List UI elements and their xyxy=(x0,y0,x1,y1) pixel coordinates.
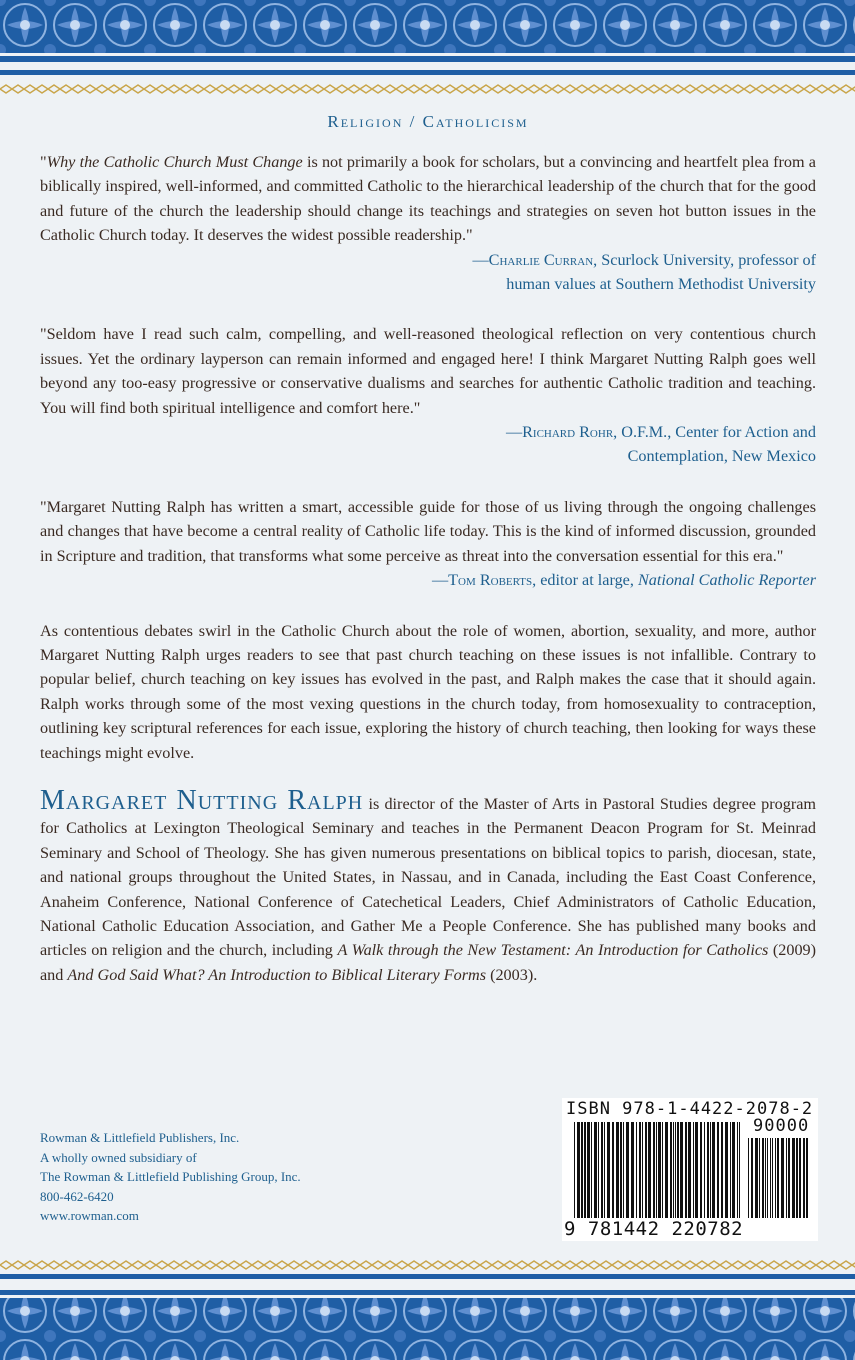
publisher-info xyxy=(40,1128,301,1226)
barcode-bar xyxy=(803,1138,805,1218)
top-gold-border xyxy=(0,84,855,94)
barcode-bar xyxy=(631,1122,634,1218)
bottom-gold-border xyxy=(0,1260,855,1270)
isbn-barcode xyxy=(562,1098,818,1241)
barcode-bar xyxy=(645,1122,647,1218)
barcode-bar xyxy=(612,1122,614,1218)
publisher-website: www.rowman.com xyxy=(40,1208,139,1223)
barcode-bar xyxy=(748,1138,749,1218)
category-label: Religion / Catholicism xyxy=(327,112,529,131)
barcode-bar xyxy=(700,1122,702,1218)
barcode-bar xyxy=(737,1122,738,1218)
quote-attribution: —Richard Rohr, O.F.M., Center for Action and Contemplation, New Mexico xyxy=(505,423,816,466)
barcode-bar xyxy=(777,1138,779,1218)
barcode-bar xyxy=(577,1122,580,1218)
barcode-bar xyxy=(710,1122,711,1218)
barcode-bar xyxy=(712,1122,715,1218)
author-bio: Margaret Nutting Ralph is director of the Master of Arts in Pastoral Studies degree program for Catholics at Lexington Theological Seminary and teaches in the Permanent Deacon Program for St. Meinrad Seminary and School of Theology. She has given numerous presentations on biblical topics to parish, diocesan, state, and national groups throughout the United States, in Nassau, and in Canada, including the East Coast Conference, Anaheim Conference, National Conference of Catechetical Leaders, Chief Administrators of Catholic Education, National Catholic Education Association, and Gather Me a People Conference. She has published many books and articles on religion and the church, including A Walk through the New Testament: An Introduction for Catholics (2009) and And God Said What? An Introduction to Biblical Literary Forms (2003). xyxy=(40,784,817,984)
barcode-bar xyxy=(658,1122,661,1218)
barcode-bar xyxy=(581,1122,583,1218)
book-title: Why the Catholic Church Must Change xyxy=(46,153,303,171)
barcode-bar xyxy=(770,1138,771,1218)
barcode-bar xyxy=(772,1138,773,1218)
barcode-bar xyxy=(717,1122,719,1218)
barcode-bar xyxy=(730,1122,731,1218)
barcode-bar xyxy=(636,1122,637,1218)
barcode-bar xyxy=(685,1122,687,1218)
isbn-label: ISBN 978-1-4422-2078-2 xyxy=(566,1099,814,1119)
barcode-bar xyxy=(765,1138,766,1218)
barcode-bar xyxy=(767,1138,768,1218)
barcode-bar xyxy=(786,1138,787,1218)
book-description: As contentious debates swirl in the Catholic Church about the role of women, abortion, sexuality, and more, author Margaret Nutting Ralph urges readers to see that past church teaching on these issues is not infallible. Contrary to popular belief, church teaching on key issues has evolved in the past, and Ralph makes the case that it should again. Ralph works through some of the most vexing questions in the church today, from homosexuality to contraception, outlining key scriptural references for each issue, exploring the history of church teaching, then looking for ways these teachings might evolve. xyxy=(40,621,816,762)
barcode-bar xyxy=(788,1138,790,1218)
top-decorative-band xyxy=(0,0,855,70)
barcode-bar xyxy=(799,1138,801,1218)
quote-attribution: —Tom Roberts, editor at large, National Catholic Reporter xyxy=(431,571,816,590)
publisher-group: The Rowman & Littlefield Publishing Group, Inc. xyxy=(40,1169,301,1184)
barcode-bar xyxy=(762,1138,764,1218)
barcode-bar xyxy=(675,1122,676,1218)
barcode-bar xyxy=(704,1122,705,1218)
author-name: Margaret Nutting Ralph xyxy=(40,784,364,816)
barcode-bar xyxy=(665,1122,668,1218)
bottom-decorative-band xyxy=(0,1286,855,1360)
barcode-bar xyxy=(680,1122,683,1218)
barcode-bar xyxy=(639,1122,641,1218)
barcode-bar xyxy=(695,1122,698,1218)
publisher-name: Rowman & Littlefield Publishers, Inc. xyxy=(40,1130,240,1145)
bottom-blue-rule xyxy=(0,1274,855,1279)
quote-text: "Why the Catholic Church Must Change is not primarily a book for scholars, but a convincing and heartfelt plea from a biblically inspired, well-informed, and committed Catholic to the hierarchical leadership of the church that for the good and future of the church the leadership should change its teachings and strategies on seven hot button issues in the Catholic Church today. It deserves the widest possible readership." xyxy=(40,153,816,245)
barcode-bar xyxy=(607,1122,610,1218)
barcode-bar xyxy=(662,1122,663,1218)
top-blue-rule xyxy=(0,70,855,75)
endorsement-quote-3 xyxy=(40,495,816,593)
barcode-bar xyxy=(796,1138,798,1218)
barcode-bar xyxy=(781,1138,784,1218)
ean-number: 9 781442 220782 xyxy=(564,1218,744,1240)
barcode-bar xyxy=(616,1122,619,1218)
barcode-bar xyxy=(656,1122,657,1218)
publisher-subsidiary: A wholly owned subsidiary of xyxy=(40,1149,197,1165)
barcode-bar xyxy=(755,1138,758,1218)
price-code: 90000 xyxy=(753,1116,810,1136)
barcode-bar xyxy=(677,1122,679,1218)
barcode-bar xyxy=(688,1122,691,1218)
barcode-bar xyxy=(792,1138,795,1218)
barcode-bar xyxy=(584,1122,586,1218)
barcode-bar xyxy=(721,1122,723,1218)
barcode-bar xyxy=(739,1122,740,1218)
barcode-bar xyxy=(775,1138,776,1218)
barcode-bar xyxy=(670,1122,672,1218)
barcode-bar xyxy=(574,1122,575,1218)
barcode-bar xyxy=(759,1138,760,1218)
barcode-bar xyxy=(732,1122,735,1218)
barcode-bar xyxy=(623,1122,624,1218)
barcode-bar xyxy=(591,1122,592,1218)
quote-attribution: —Charlie Curran, Scurlock University, professor of human values at Southern Methodist University xyxy=(472,250,816,294)
barcode-bar xyxy=(604,1122,605,1218)
barcode-bar xyxy=(751,1138,753,1218)
publisher-phone: 800-462-6420 xyxy=(40,1188,114,1204)
barcode-bar xyxy=(648,1122,651,1218)
barcode-bar xyxy=(653,1122,655,1218)
endorsement-quote-2 xyxy=(40,322,816,468)
barcode-bar xyxy=(642,1122,643,1218)
barcode-bar xyxy=(594,1122,597,1218)
barcode-bar xyxy=(620,1122,622,1218)
barcode-bars xyxy=(574,1122,740,1218)
barcode-bar xyxy=(587,1122,590,1218)
barcode-bar xyxy=(707,1122,709,1218)
barcode-bar xyxy=(673,1122,674,1218)
price-barcode-bars xyxy=(748,1138,810,1218)
quote-text: "Margaret Nutting Ralph has written a smart, accessible guide for those of us living through the ongoing challenges and changes that have become a central reality of Catholic life today. This is the kind of informed discussion, grounded in Scripture and tradition, that transforms what some perceive as threat into the conversation essential for this era." xyxy=(40,497,816,565)
barcode-bar xyxy=(806,1138,808,1218)
barcode-bar xyxy=(598,1122,599,1218)
barcode-bar xyxy=(725,1122,728,1218)
endorsement-quote-1 xyxy=(40,150,816,296)
back-cover-content xyxy=(40,112,816,987)
barcode-bar xyxy=(693,1122,694,1218)
barcode-bar xyxy=(626,1122,629,1218)
quote-text: "Seldom have I read such calm, compelling, and well-reasoned theological reflection on very contentious church issues. Yet the ordinary layperson can remain informed and engaged here! I think Margaret Nutting Ralph goes well beyond any too-easy progressive or conservative dualisms and searches for authentic Catholic tradition and teaching. You will find both spiritual intelligence and comfort here." xyxy=(40,325,816,417)
barcode-bar xyxy=(601,1122,603,1218)
